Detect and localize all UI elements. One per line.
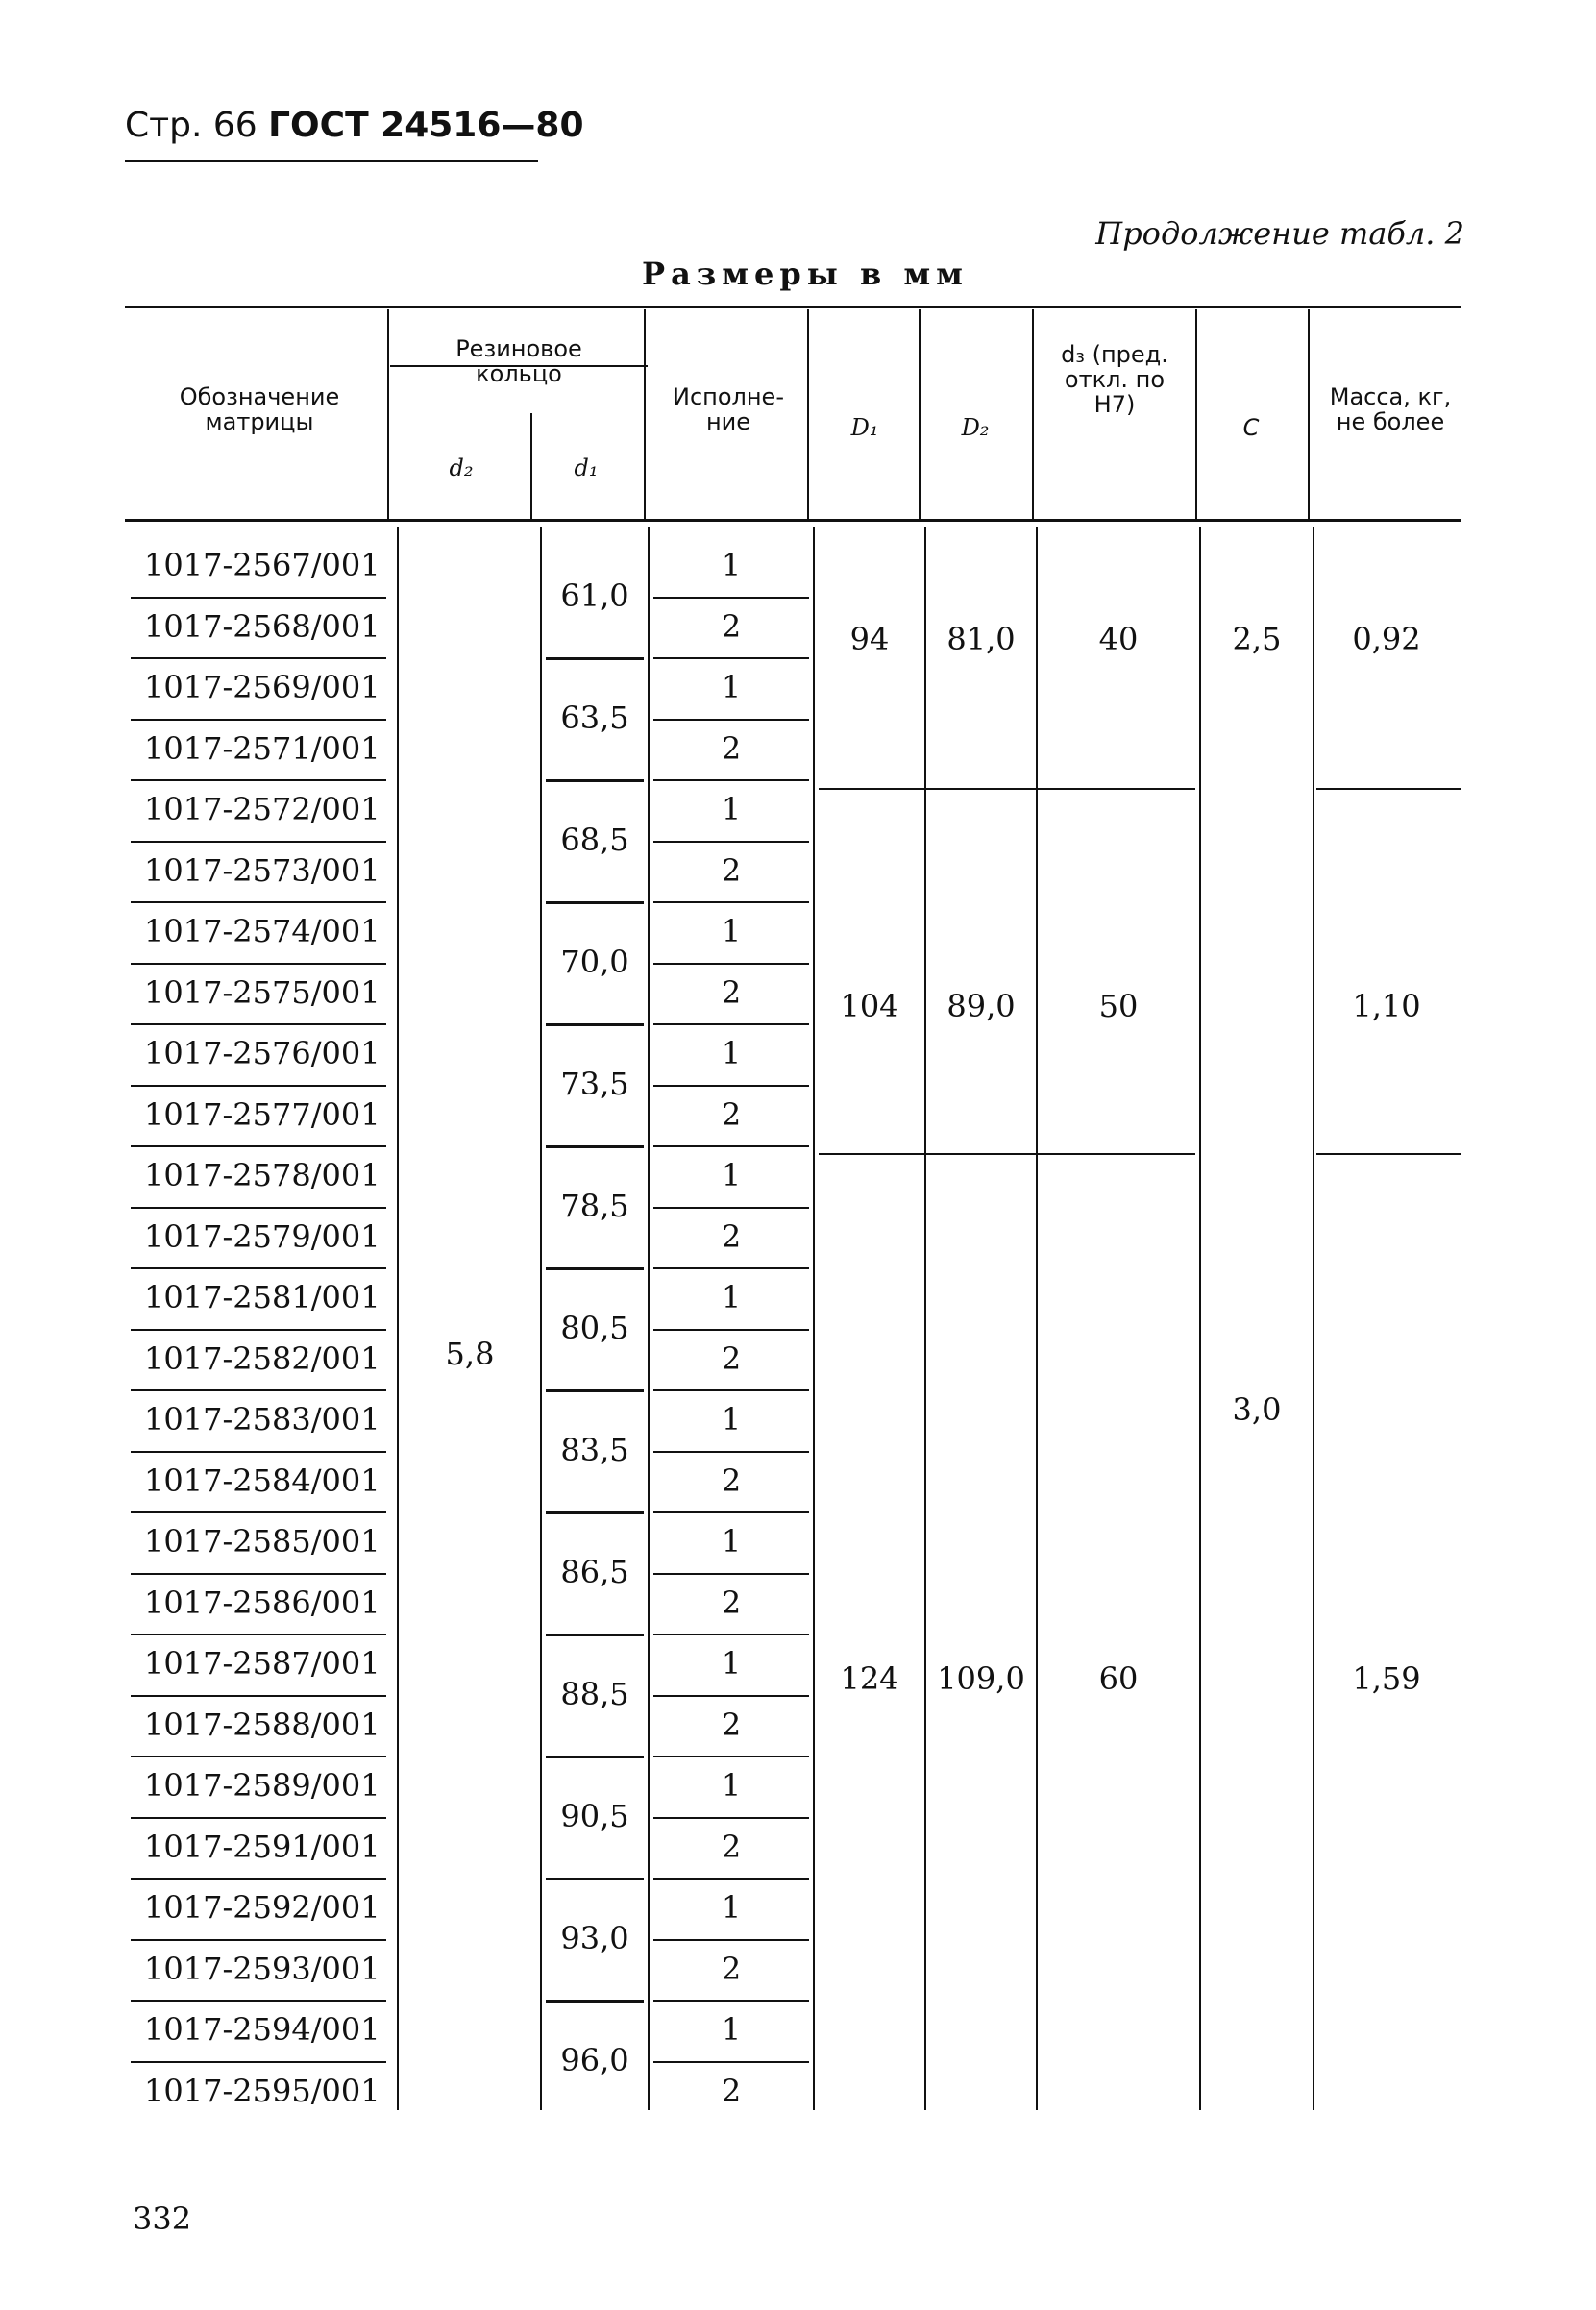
row-separator [131, 597, 386, 599]
execution-value: 1 [721, 1279, 742, 1315]
row-separator [131, 1145, 386, 1147]
col-header-d2 [404, 455, 519, 480]
row-separator [131, 1451, 386, 1453]
execution-separator [653, 1939, 809, 1941]
d1-value: 78,5 [560, 1187, 629, 1224]
execution-separator [653, 963, 809, 965]
matrix-designation: 1017-2569/001 [144, 669, 381, 705]
row-separator [131, 1817, 386, 1819]
col-header-rubber-ring: Резиновое кольцо [455, 335, 582, 387]
table-continuation-caption: Продолжение табл. 2 [1095, 215, 1464, 252]
table-top-rule [125, 306, 1461, 308]
execution-value: 1 [721, 913, 742, 949]
standard-number: ГОСТ 24516—80 [268, 106, 584, 145]
execution-separator [653, 1634, 809, 1635]
execution-separator [653, 1573, 809, 1575]
d1-label: d₁ [574, 455, 599, 481]
matrix-designation: 1017-2594/001 [144, 2011, 381, 2048]
d2-label: d₂ [449, 455, 474, 481]
execution-separator [653, 1389, 809, 1391]
execution-value: 1 [721, 669, 742, 705]
matrix-designation: 1017-2567/001 [144, 547, 381, 583]
d1-group-separator [546, 1878, 644, 1880]
execution-separator [653, 1207, 809, 1209]
execution-value: 2 [721, 1706, 742, 1743]
row-separator [131, 657, 386, 659]
d1-group-separator [546, 1511, 644, 1514]
matrix-designation: 1017-2586/001 [144, 1584, 381, 1621]
row-separator [131, 1695, 386, 1697]
group-3-D1: 124 [840, 1660, 899, 1697]
group-2-D2: 89,0 [946, 988, 1016, 1024]
execution-separator [653, 2000, 809, 2002]
C-value-1: 2,5 [1232, 621, 1282, 657]
execution-value: 2 [721, 1828, 742, 1865]
body-divider [397, 527, 399, 2110]
header-divider [1195, 309, 1197, 519]
execution-separator [653, 779, 809, 781]
matrix-designation: 1017-2584/001 [144, 1462, 381, 1499]
row-separator [131, 1023, 386, 1025]
col-header-D1 [826, 415, 903, 440]
row-separator [131, 1634, 386, 1635]
col-header-mass: Масса, кг, не более [1329, 383, 1452, 435]
execution-value: 2 [721, 1584, 742, 1621]
body-divider [813, 527, 815, 2110]
col-header-C: C [1242, 414, 1260, 441]
row-separator [131, 1085, 386, 1087]
d1-group-separator [546, 901, 644, 904]
execution-separator [653, 1451, 809, 1453]
group-2-d3: 50 [1098, 988, 1139, 1024]
execution-separator [653, 901, 809, 903]
row-separator [131, 841, 386, 843]
execution-value: 1 [721, 1035, 742, 1071]
d1-value: 96,0 [560, 2041, 629, 2078]
execution-value: 1 [721, 1767, 742, 1804]
d1-group-separator [546, 1756, 644, 1758]
units-caption: Размеры в мм [642, 256, 969, 292]
page-number: 332 [133, 2200, 192, 2237]
d1-group-separator [546, 2000, 644, 2003]
execution-separator [653, 657, 809, 659]
group-2-mass: 1,10 [1352, 988, 1421, 1024]
execution-separator [653, 1817, 809, 1819]
D2-label: D₂ [961, 414, 990, 441]
body-divider [924, 527, 926, 2110]
d1-value: 73,5 [560, 1065, 629, 1102]
header-divider [919, 309, 921, 519]
col-header-D2 [937, 415, 1014, 440]
matrix-designation: 1017-2577/001 [144, 1095, 381, 1133]
matrix-designation: 1017-2587/001 [144, 1645, 381, 1682]
matrix-designation: 1017-2568/001 [144, 607, 381, 645]
matrix-designation: 1017-2588/001 [144, 1706, 381, 1743]
col-header-d1 [533, 455, 639, 480]
row-separator [131, 1939, 386, 1941]
header-bottom-rule [125, 519, 1461, 522]
d1-group-separator [546, 779, 644, 782]
execution-value: 1 [721, 1889, 742, 1926]
header-divider [807, 309, 809, 519]
d1-value: 88,5 [560, 1675, 629, 1712]
group-1-D2: 81,0 [946, 621, 1016, 657]
C-value-2: 3,0 [1232, 1391, 1282, 1428]
body-divider [1313, 527, 1314, 2110]
row-separator [131, 1267, 386, 1269]
execution-separator [653, 2061, 809, 2063]
d2-value: 5,8 [445, 1336, 495, 1372]
row-separator [131, 1207, 386, 1209]
execution-separator [653, 1511, 809, 1513]
d1-group-separator [546, 1023, 644, 1026]
d1-value: 83,5 [560, 1431, 629, 1468]
header-divider [387, 309, 389, 519]
d1-value: 90,5 [560, 1797, 629, 1834]
d1-value: 93,0 [560, 1919, 629, 1956]
execution-value: 2 [721, 1095, 742, 1133]
execution-separator [653, 1267, 809, 1269]
group-1-d3: 40 [1098, 621, 1139, 657]
row-separator [131, 963, 386, 965]
page-prefix: Стр. 66 [125, 106, 258, 145]
matrix-designation: 1017-2592/001 [144, 1889, 381, 1926]
execution-separator [653, 719, 809, 721]
matrix-designation: 1017-2579/001 [144, 1217, 381, 1255]
group-separator [819, 788, 1195, 790]
d1-value: 70,0 [560, 943, 629, 980]
row-separator [131, 1329, 386, 1331]
execution-separator [653, 841, 809, 843]
matrix-designation: 1017-2591/001 [144, 1828, 381, 1865]
execution-value: 1 [721, 547, 742, 583]
matrix-designation: 1017-2571/001 [144, 729, 381, 767]
matrix-designation: 1017-2578/001 [144, 1157, 381, 1193]
col-header-d3: d₃ (пред. откл. по H7) [1061, 341, 1168, 418]
col-header-execution: Исполне-ние [673, 383, 784, 435]
execution-separator [653, 1023, 809, 1025]
execution-separator [653, 1756, 809, 1757]
d1-value: 80,5 [560, 1309, 629, 1346]
execution-separator [653, 597, 809, 599]
group-3-d3: 60 [1098, 1660, 1139, 1697]
page-header [125, 106, 584, 145]
row-separator [131, 2061, 386, 2063]
header-rule [125, 160, 538, 162]
matrix-designation: 1017-2572/001 [144, 791, 381, 827]
group-1-D1: 94 [849, 621, 890, 657]
d1-group-separator [546, 1634, 644, 1636]
d1-group-separator [546, 1267, 644, 1270]
d1-group-separator [546, 657, 644, 660]
execution-value: 2 [721, 1462, 742, 1499]
row-separator [131, 2000, 386, 2002]
group-separator [1316, 788, 1461, 790]
execution-value: 1 [721, 1157, 742, 1193]
D1-label: D₁ [850, 414, 879, 441]
d1-value: 68,5 [560, 821, 629, 858]
execution-value: 2 [721, 1339, 742, 1377]
group-3-D2: 109,0 [937, 1660, 1025, 1697]
matrix-designation: 1017-2593/001 [144, 1950, 381, 1987]
header-divider [1308, 309, 1310, 519]
execution-value: 2 [721, 607, 742, 645]
d1-value: 86,5 [560, 1553, 629, 1590]
execution-value: 2 [721, 729, 742, 767]
matrix-designation: 1017-2582/001 [144, 1339, 381, 1377]
execution-value: 2 [721, 1217, 742, 1255]
col-header-designation: Обозначение матрицы [179, 383, 340, 435]
matrix-designation: 1017-2576/001 [144, 1035, 381, 1071]
matrix-designation: 1017-2573/001 [144, 851, 381, 889]
execution-value: 2 [721, 1950, 742, 1987]
matrix-designation: 1017-2581/001 [144, 1279, 381, 1315]
execution-value: 1 [721, 1401, 742, 1438]
execution-value: 2 [721, 2072, 742, 2109]
execution-separator [653, 1695, 809, 1697]
execution-value: 1 [721, 791, 742, 827]
row-separator [131, 901, 386, 903]
group-separator [819, 1153, 1195, 1155]
d1-value: 63,5 [560, 699, 629, 736]
header-divider [644, 309, 646, 519]
body-divider [1199, 527, 1201, 2110]
execution-value: 2 [721, 973, 742, 1011]
execution-separator [653, 1085, 809, 1087]
execution-separator [653, 1145, 809, 1147]
row-separator [131, 1878, 386, 1880]
execution-value: 1 [721, 1645, 742, 1682]
group-1-mass: 0,92 [1352, 621, 1421, 657]
row-separator [131, 1389, 386, 1391]
group-2-D1: 104 [840, 988, 899, 1024]
d1-group-separator [546, 1145, 644, 1148]
row-separator [131, 1511, 386, 1513]
execution-value: 2 [721, 851, 742, 889]
d1-value: 61,0 [560, 577, 629, 614]
execution-separator [653, 1878, 809, 1880]
group-3-mass: 1,59 [1352, 1660, 1421, 1697]
matrix-designation: 1017-2585/001 [144, 1523, 381, 1560]
header-divider [530, 413, 532, 519]
matrix-designation: 1017-2575/001 [144, 973, 381, 1011]
row-separator [131, 779, 386, 781]
d1-group-separator [546, 1389, 644, 1392]
header-divider [1032, 309, 1034, 519]
matrix-designation: 1017-2574/001 [144, 913, 381, 949]
execution-value: 1 [721, 2011, 742, 2048]
row-separator [131, 1573, 386, 1575]
row-separator [131, 719, 386, 721]
execution-value: 1 [721, 1523, 742, 1560]
row-separator [131, 1756, 386, 1757]
body-divider [1036, 527, 1038, 2110]
matrix-designation: 1017-2589/001 [144, 1767, 381, 1804]
matrix-designation: 1017-2595/001 [144, 2072, 381, 2109]
execution-separator [653, 1329, 809, 1331]
matrix-designation: 1017-2583/001 [144, 1401, 381, 1438]
group-separator [1316, 1153, 1461, 1155]
